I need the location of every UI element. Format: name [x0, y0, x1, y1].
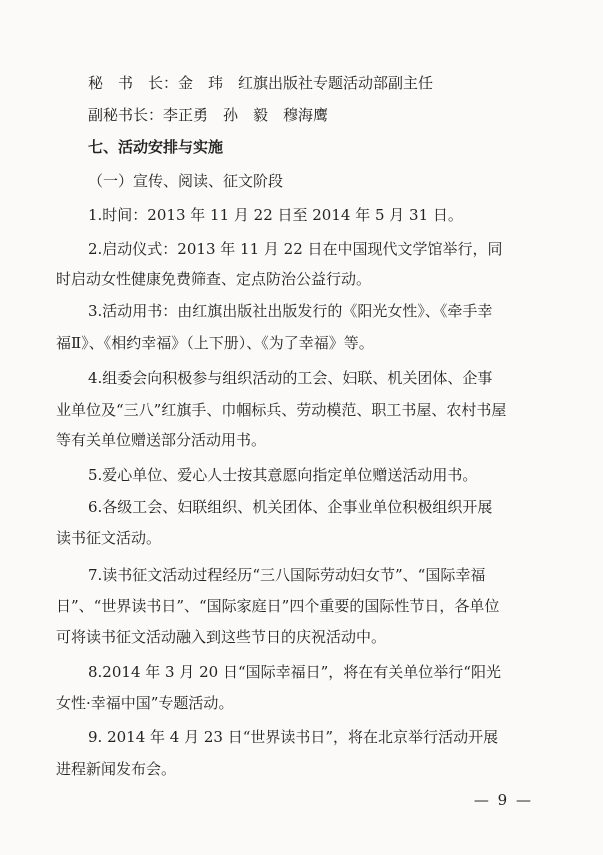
paragraph-line: 1.时间：2013 年 11 月 22 日至 2014 年 5 月 31 日。 — [88, 206, 463, 224]
paragraph-line: 可将读书征文活动融入到这些节日的庆祝活动中。 — [56, 628, 387, 646]
page-number: — 9 — — [473, 791, 533, 809]
paragraph-line: 进程新闻发布会。 — [56, 760, 177, 778]
paragraph-line: 时启动女性健康免费筛查、定点防治公益行动。 — [56, 270, 372, 288]
paragraph-line: 2.启动仪式：2013 年 11 月 22 日在中国现代文学馆举行，同 — [88, 240, 503, 258]
paragraph-line: 3.活动用书：由红旗出版社出版发行的《阳光女性》、《牵手幸 — [88, 302, 493, 320]
section-heading: 七、活动安排与实施 — [88, 138, 224, 156]
paragraph-line: 9. 2014 年 4 月 23 日“世界读书日”，将在北京举行活动开展 — [88, 728, 499, 746]
paragraph-line: 读书征文活动。 — [56, 529, 162, 547]
paragraph-line: 5.爱心单位、爱心人士按其意愿向指定单位赠送活动用书。 — [88, 466, 478, 484]
deputy-secretary-line: 副秘书长：李正勇 孙 毅 穆海鹰 — [88, 106, 329, 124]
paragraph-line: 福Ⅱ》、《相约幸福》（上下册）、《为了幸福》等。 — [56, 334, 374, 352]
paragraph-line: 4.组委会向积极参与组织活动的工会、妇联、机关团体、企事 — [88, 369, 493, 387]
paragraph-line: 业单位及“三八”红旗手、巾帼标兵、劳动模范、职工书屋、农村书屋 — [56, 401, 507, 419]
paragraph-line: 8.2014 年 3 月 20 日“国际幸福日”，将在有关单位举行“阳光 — [88, 663, 501, 681]
paragraph-line: 女性·幸福中国”专题活动。 — [56, 694, 234, 712]
paragraph-line: 日”、“世界读书日”、“国际家庭日”四个重要的国际性节日，各单位 — [56, 597, 500, 615]
secretary-general-line: 秘 书 长：金 玮 红旗出版社专题活动部副主任 — [88, 74, 434, 92]
paragraph-line: 等有关单位赠送部分活动用书。 — [56, 431, 267, 449]
paragraph-line: 7.读书征文活动过程经历“三八国际劳动妇女节”、“国际幸福 — [88, 566, 486, 584]
subsection-heading: （一）宣传、阅读、征文阶段 — [88, 172, 284, 190]
paragraph-line: 6.各级工会、妇联组织、机关团体、企事业单位积极组织开展 — [88, 498, 493, 516]
